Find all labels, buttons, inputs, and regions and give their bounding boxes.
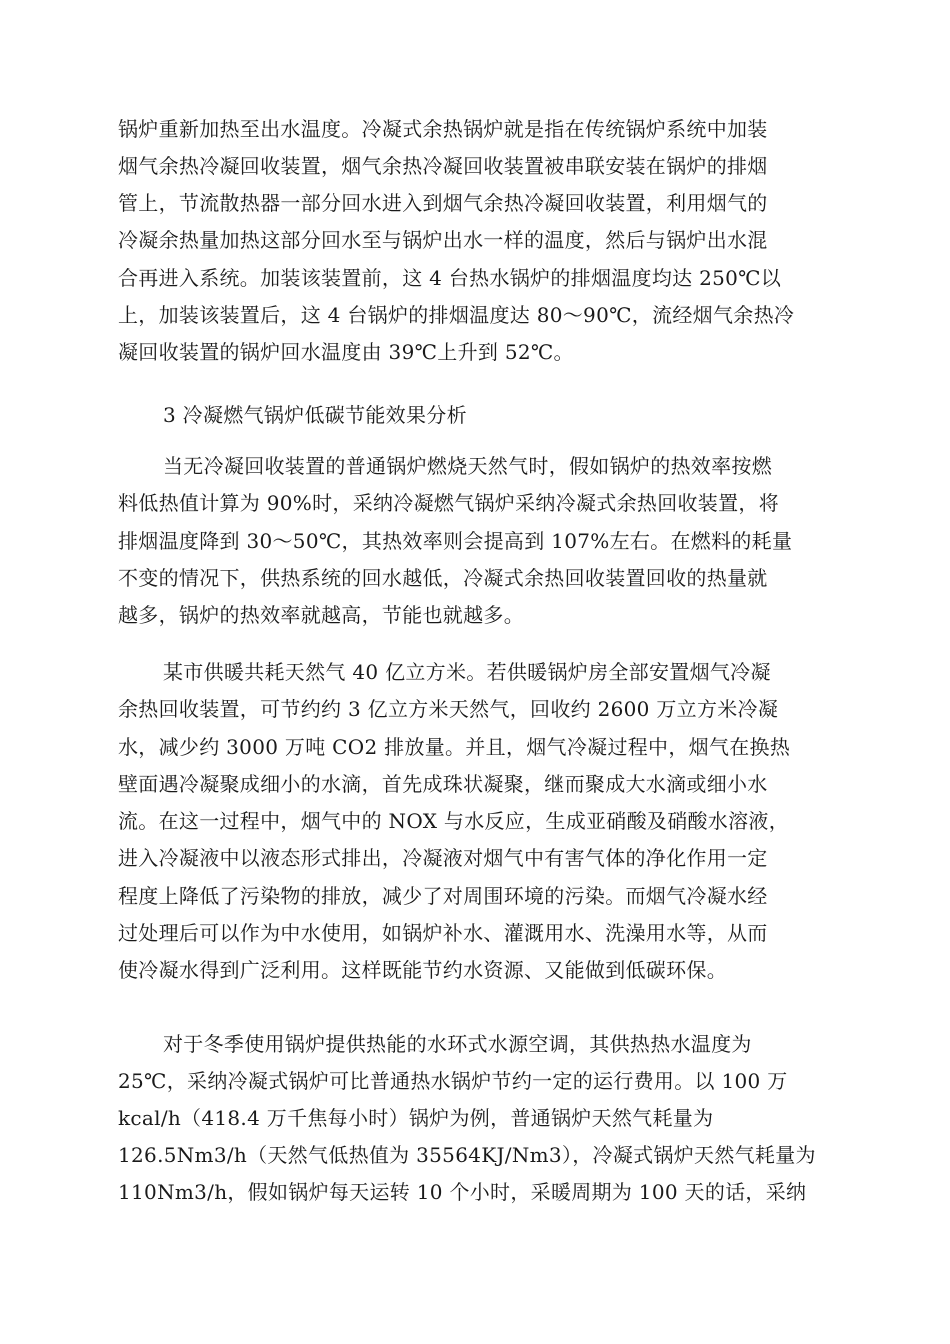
text-line: 冷凝余热量加热这部分回水至与锅炉出水一样的温度，然后与锅炉出水混 <box>118 228 768 252</box>
text-line: 126.5Nm3/h（天然气低热值为 35564KJ/Nm3），冷凝式锅炉天然气耗量为 <box>118 1143 816 1167</box>
text-line: 越多，锅炉的热效率就越高，节能也就越多。 <box>118 603 524 627</box>
text-line: kcal/h（418.4 万千焦每小时）锅炉为例，普通锅炉天然气耗量为 <box>118 1106 714 1130</box>
text-line: 过处理后可以作为中水使用，如锅炉补水、灌溉用水、洗澡用水等，从而 <box>118 921 768 945</box>
text-line: 进入冷凝液中以液态形式排出，冷凝液对烟气中有害气体的净化作用一定 <box>118 846 768 870</box>
text-line: 对于冬季使用锅炉提供热能的水环式水源空调，其供热热水温度为 <box>163 1032 752 1056</box>
section-heading: 3 冷凝燃气锅炉低碳节能效果分析 <box>163 403 467 427</box>
text-line: 余热回收装置，可节约约 3 亿立方米天然气，回收约 2600 万立方米冷凝 <box>118 697 779 721</box>
text-line: 当无冷凝回收装置的普通锅炉燃烧天然气时，假如锅炉的热效率按燃 <box>163 454 772 478</box>
text-line: 流。在这一过程中，烟气中的 NOX 与水反应，生成亚硝酸及硝酸水溶液， <box>118 809 789 833</box>
text-line: 锅炉重新加热至出水温度。冷凝式余热锅炉就是指在传统锅炉系统中加装 <box>118 117 768 141</box>
text-line: 管上，节流散热器一部分回水进入到烟气余热冷凝回收装置，利用烟气的 <box>118 191 768 215</box>
text-line: 上，加装该装置后，这 4 台锅炉的排烟温度达 80～90℃，流经烟气余热冷 <box>118 303 795 327</box>
text-line: 程度上降低了污染物的排放，减少了对周围环境的污染。而烟气冷凝水经 <box>118 884 768 908</box>
text-line: 水，减少约 3000 万吨 CO2 排放量。并且，烟气冷凝过程中，烟气在换热 <box>118 735 791 759</box>
text-line: 110Nm3/h，假如锅炉每天运转 10 个小时，采暖周期为 100 天的话，采纳 <box>118 1180 807 1204</box>
text-line: 排烟温度降到 30～50℃，其热效率则会提高到 107%左右。在燃料的耗量 <box>118 529 793 553</box>
text-line: 壁面遇冷凝聚成细小的水滴，首先成珠状凝聚，继而聚成大水滴或细小水 <box>118 772 768 796</box>
text-line: 凝回收装置的锅炉回水温度由 39℃上升到 52℃。 <box>118 340 574 364</box>
text-line: 合再进入系统。加装该装置前，这 4 台热水锅炉的排烟温度均达 250℃以 <box>118 266 782 290</box>
text-line: 不变的情况下，供热系统的回水越低，冷凝式余热回收装置回收的热量就 <box>118 566 768 590</box>
text-line: 料低热值计算为 90%时，采纳冷凝燃气锅炉采纳冷凝式余热回收装置，将 <box>118 491 780 515</box>
text-line: 25℃，采纳冷凝式锅炉可比普通热水锅炉节约一定的运行费用。以 100 万 <box>118 1069 788 1093</box>
text-line: 使冷凝水得到广泛利用。这样既能节约水资源、又能做到低碳环保。 <box>118 958 727 982</box>
text-line: 某市供暖共耗天然气 40 亿立方米。若供暖锅炉房全部安置烟气冷凝 <box>163 660 771 684</box>
text-line: 烟气余热冷凝回收装置，烟气余热冷凝回收装置被串联安装在锅炉的排烟 <box>118 154 768 178</box>
